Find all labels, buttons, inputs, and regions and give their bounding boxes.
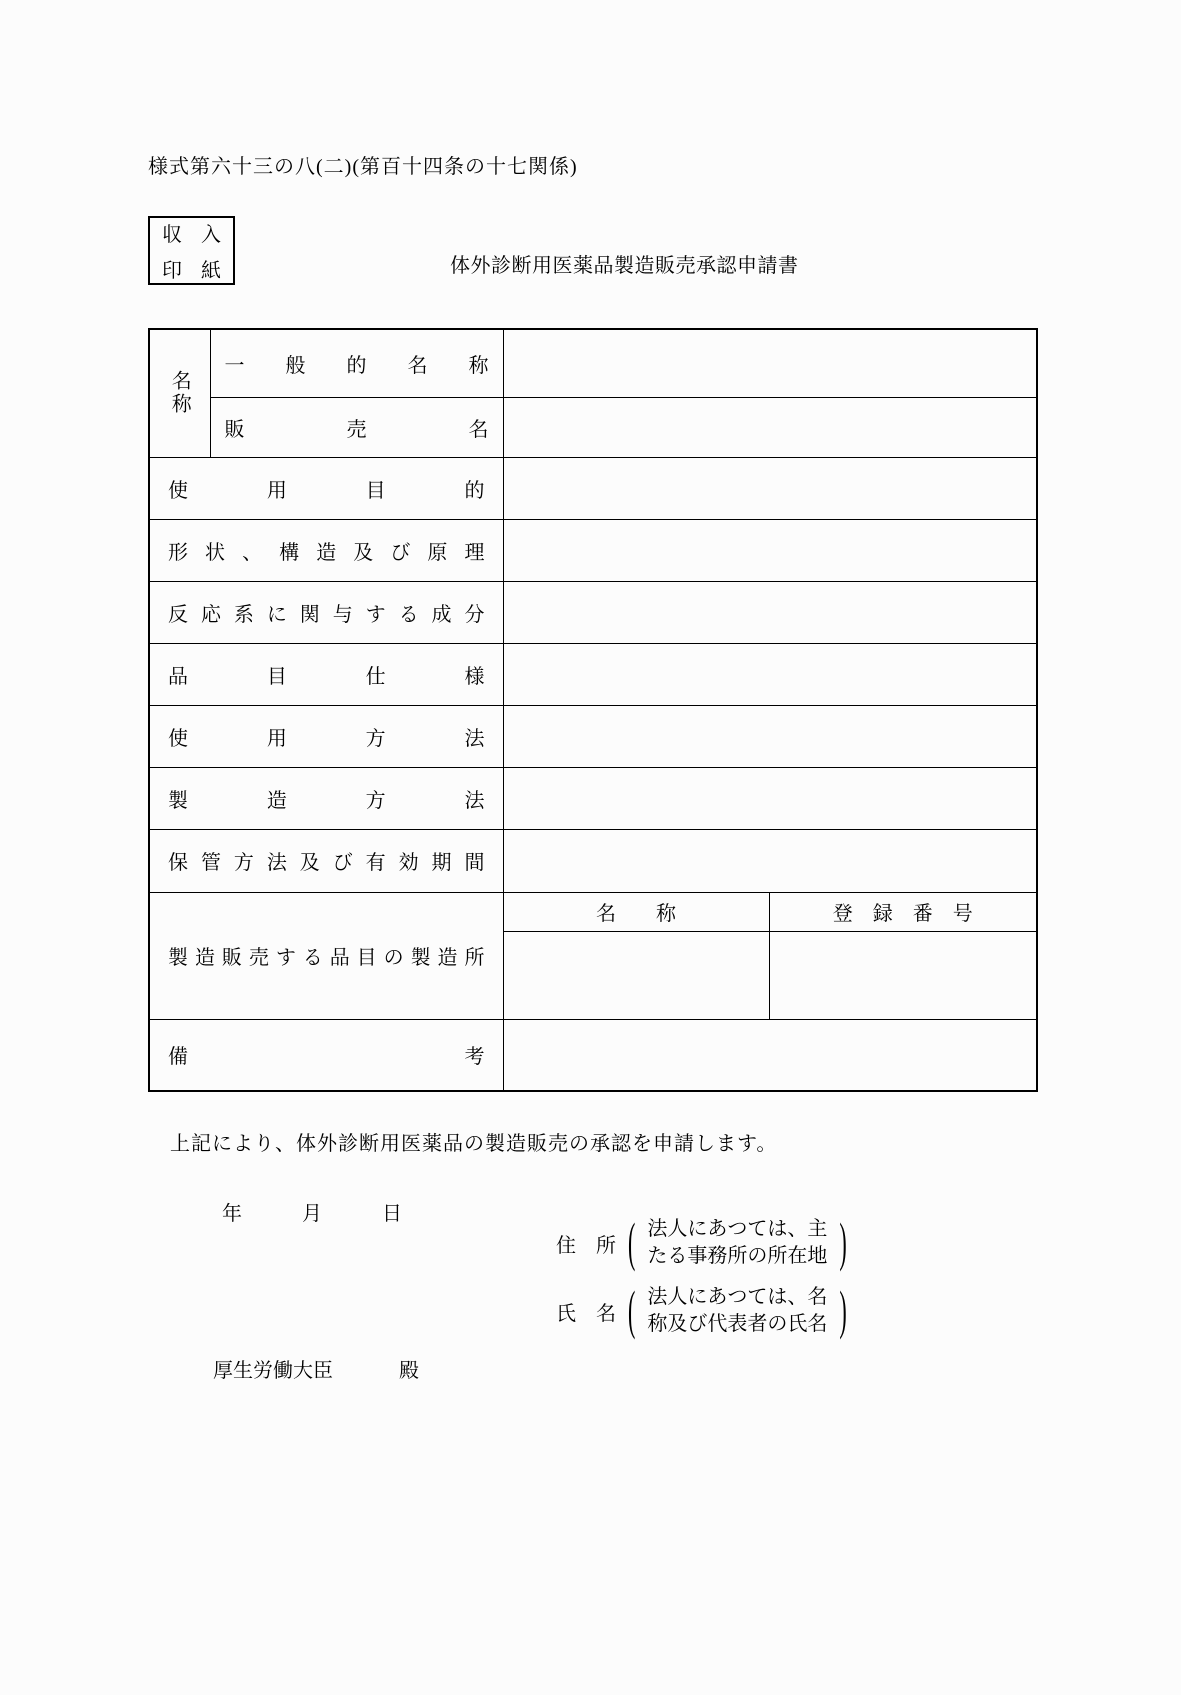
manufacturing-site-label: 製 造 販 売 す る 品 目 の 製 造 所 — [149, 892, 503, 1019]
remarks-label: 備 考 — [149, 1019, 503, 1091]
item-spec-label: 品 目 仕 様 — [149, 643, 503, 705]
address-note-line2: たる事務所の所在地 — [647, 1245, 828, 1267]
name-row — [556, 1279, 847, 1341]
right-bracket-icon: ) — [839, 1211, 847, 1273]
manufacturing-method-value — [503, 767, 1037, 829]
remarks-value — [503, 1019, 1037, 1091]
site-name-value — [503, 931, 769, 1019]
usage-label: 使 用 方 法 — [149, 705, 503, 767]
brand-name-label: 販 売 名 — [210, 397, 503, 457]
address-note — [647, 1216, 827, 1270]
form-code-label: 様式第六十三の八(二)(第百十四条の十七関係) — [148, 156, 578, 178]
purpose-value — [503, 457, 1037, 519]
manufacturing-method-label: 製 造 方 法 — [149, 767, 503, 829]
site-reg-number-header: 登 録 番 号 — [769, 892, 1037, 931]
general-name-label: 一 般 的 名 称 — [210, 329, 503, 397]
name-group-label: 名称 — [149, 329, 210, 457]
storage-validity-value — [503, 829, 1037, 892]
right-bracket-icon: ) — [839, 1279, 847, 1341]
reaction-components-value — [503, 581, 1037, 643]
shape-structure-label: 形 状 、 構 造 及 び 原 理 — [149, 519, 503, 581]
site-name-header: 名 称 — [503, 892, 769, 931]
stamp-line-2: 印 紙 — [162, 260, 221, 282]
general-name-value — [503, 329, 1037, 397]
statement-text: 上記により、体外診断用医薬品の製造販売の承認を申請します。 — [170, 1133, 778, 1155]
honorific-label: 殿 — [399, 1360, 419, 1382]
page-title: 体外診断用医薬品製造販売承認申請書 — [450, 255, 799, 277]
minister-label: 厚生労働大臣 — [213, 1360, 333, 1382]
application-table — [148, 328, 1038, 1092]
brand-name-value — [503, 397, 1037, 457]
purpose-label: 使 用 目 的 — [149, 457, 503, 519]
shape-structure-value — [503, 519, 1037, 581]
site-reg-number-value — [769, 931, 1037, 1019]
address-label: 住 所 — [556, 1234, 616, 1257]
left-bracket-icon: ( — [628, 1279, 636, 1341]
name-note — [647, 1284, 827, 1338]
revenue-stamp-box — [148, 216, 235, 285]
address-note-line1: 法人にあつては、主 — [647, 1218, 828, 1240]
left-bracket-icon: ( — [628, 1211, 636, 1273]
date-line: 年 月 日 — [222, 1203, 402, 1225]
name-note-line2: 称及び代表者の氏名 — [647, 1313, 828, 1335]
storage-validity-label: 保 管 方 法 及 び 有 効 期 間 — [149, 829, 503, 892]
name-note-line1: 法人にあつては、名 — [647, 1286, 828, 1308]
name-label: 氏 名 — [556, 1302, 616, 1325]
usage-value — [503, 705, 1037, 767]
stamp-line-1: 収 入 — [162, 224, 221, 246]
reaction-components-label: 反 応 系 に 関 与 す る 成 分 — [149, 581, 503, 643]
address-row — [556, 1211, 847, 1273]
minister-line — [213, 1354, 419, 1383]
item-spec-value — [503, 643, 1037, 705]
